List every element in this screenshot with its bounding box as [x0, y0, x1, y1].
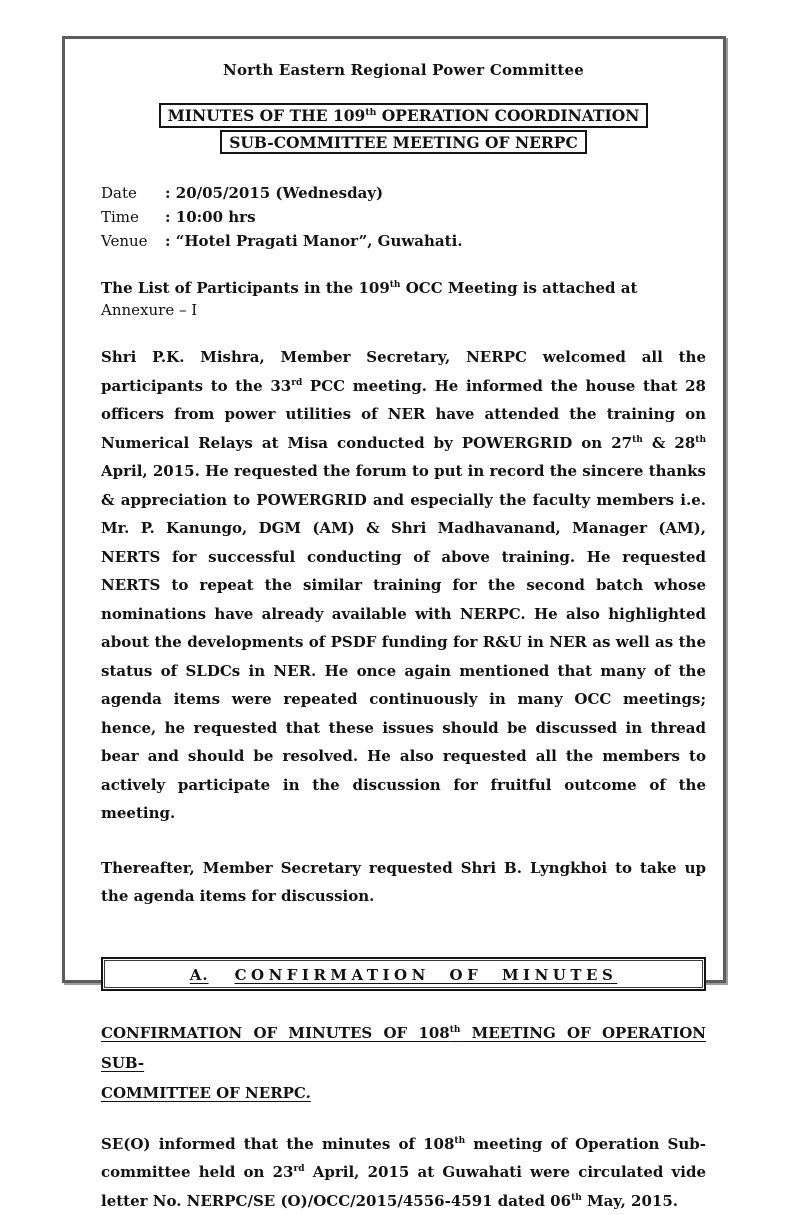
meta-row-date — [101, 181, 706, 205]
subsection-heading-line1: CONFIRMATION OF MINUTES OF 108th MEETING OF OPERATION SUB- — [101, 1018, 706, 1078]
subsection-heading-line2: COMMITTEE OF NERPC. — [101, 1078, 706, 1108]
document-page — [62, 36, 726, 983]
participants-note-annexure-ref: Annexure – I — [101, 301, 197, 319]
section-a-label: A. — [190, 966, 209, 984]
meta-label-time: Time — [101, 205, 165, 229]
meta-label-date: Date — [101, 181, 165, 205]
participants-note — [101, 277, 706, 321]
meeting-title-line2-box: SUB-COMMITTEE MEETING OF NERPC — [220, 130, 587, 155]
section-a-title: CONFIRMATION OF MINUTES — [235, 966, 618, 984]
meta-row-time — [101, 205, 706, 229]
subsection-heading — [101, 1018, 706, 1108]
meeting-meta — [101, 181, 706, 253]
meta-row-venue — [101, 229, 706, 253]
meeting-title — [101, 102, 706, 155]
participants-note-text: The List of Participants in the 109th OCC Meeting is attached at — [101, 279, 637, 297]
section-a-heading — [190, 966, 618, 984]
meta-label-venue: Venue — [101, 229, 165, 253]
paragraph-minutes-circulation: SE(O) informed that the minutes of 108th meeting of Operation Sub-committee held on 23rd April, 2015 at Guwahati were circulated vide letter No. NERPC/SE (O)/OCC/2015/4556-4591 dated 06th May, 2015. — [101, 1130, 706, 1215]
meta-value-time: : 10:00 hrs — [165, 205, 256, 229]
paragraph-agenda-handover: Thereafter, Member Secretary requested Shri B. Lyngkhoi to take up the agenda items for discussion. — [101, 854, 706, 911]
paragraph-welcome: Shri P.K. Mishra, Member Secretary, NERPC welcomed all the participants to the 33rd PCC meeting. He informed the house that 28 officers from power utilities of NER have attended the training on Numerical Relays at Misa conducted by POWERGRID on 27th & 28th April, 2015. He requested the forum to put in record the sincere thanks & appreciation to POWERGRID and especially the faculty members i.e. Mr. P. Kanungo, DGM (AM) & Shri Madhavanand, Manager (AM), NERTS for successful conducting of above training. He requested NERTS to repeat the similar training for the second batch whose nominations have already available with NERPC. He also highlighted about the developments of PSDF funding for R&U in NER as well as the status of SLDCs in NER. He once again mentioned that many of the agenda items were repeated continuously in many OCC meetings; hence, he requested that these issues should be discussed in thread bear and should be resolved. He also requested all the members to actively participate in the discussion for fruitful outcome of the meeting. — [101, 343, 706, 828]
meta-value-venue: : “Hotel Pragati Manor”, Guwahati. — [165, 229, 463, 253]
section-a-heading-box — [101, 957, 706, 991]
meeting-title-line1-box: MINUTES OF THE 109th OPERATION COORDINATION — [159, 103, 649, 128]
org-title: North Eastern Regional Power Committee — [101, 61, 706, 79]
meta-value-date: : 20/05/2015 (Wednesday) — [165, 181, 383, 205]
